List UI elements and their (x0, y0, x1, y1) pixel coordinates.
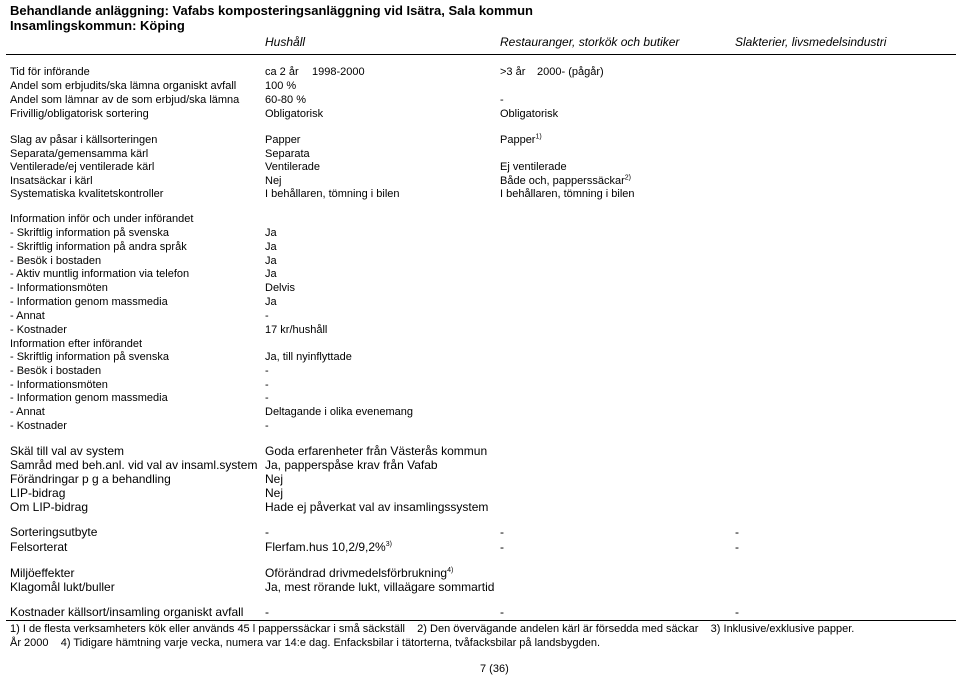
info-label: - Skriftlig information på andra språk (10, 241, 187, 253)
info-label: - Kostnader (10, 324, 67, 336)
row-label: Sorteringsutbyte (10, 525, 98, 539)
info-value: - (265, 392, 269, 404)
info-value: Ja (265, 296, 277, 308)
row-value: - (500, 540, 504, 554)
info-value: Ja (265, 241, 277, 253)
row-value: - (500, 525, 504, 539)
row-value: - (735, 540, 739, 554)
row-label: Andel som lämnar av de som erbjud/ska lämna (10, 94, 240, 106)
row-value: - (500, 605, 504, 619)
row-value: Nej (265, 175, 282, 187)
row-label: Felsorterat (10, 540, 68, 554)
info-label: - Aktiv muntlig information via telefon (10, 268, 190, 280)
info-value: - (265, 365, 269, 377)
column-header-restauranger: Restauranger, storkök och butiker (500, 35, 680, 49)
row-label: Ventilerade/ej ventilerade kärl (10, 161, 155, 173)
column-header-hushall: Hushåll (265, 35, 306, 49)
footnote-marker: 1) (535, 133, 542, 141)
row-value: Obligatorisk (265, 108, 324, 120)
info-label: - Kostnader (10, 420, 67, 432)
row-value: Ja, papperspåse krav från Vafab (265, 458, 438, 472)
document-title: Behandlande anläggning: Vafabs komposteringsanläggning vid Isätra, Sala kommun (10, 3, 533, 18)
row-label: Tid för införande (10, 66, 90, 78)
info-value: Ja (265, 255, 277, 267)
row-value (500, 175, 631, 187)
footnote-marker: 4) (447, 567, 454, 574)
info-label: - Annat (10, 310, 45, 322)
footnote-line: 1) I de flesta verksamheters kök eller används 45 l papperssäckar i små säckställ 2) Den övervägande andelen kärl är försedda med säckar 3) Inklusive/exklusive papper. (10, 623, 855, 635)
row-value: Nej (265, 486, 284, 500)
row-value: Ventilerade (265, 161, 321, 173)
row-label: Frivillig/obligatorisk sortering (10, 108, 149, 120)
info-label: - Besök i bostaden (10, 365, 102, 377)
info-label: - Information genom massmedia (10, 296, 168, 308)
row-value: ca 2 år (265, 66, 299, 78)
row-value: 60-80 % (265, 94, 306, 106)
row-value: 1998-2000 (312, 66, 365, 78)
row-label: Förändringar p g a behandling (10, 472, 171, 486)
row-value: 100 % (265, 80, 297, 92)
row-label: Klagomål lukt/buller (10, 580, 115, 594)
row-value: - (735, 605, 739, 619)
section-heading: Information efter införandet (10, 338, 143, 350)
row-value: Hade ej påverkat val av insamlingssystem (265, 500, 489, 514)
row-value: Separata (265, 148, 310, 160)
footnote-marker: 3) (385, 541, 392, 548)
divider (6, 620, 956, 621)
row-value-text: Både och, papperssäckar (500, 175, 625, 187)
row-value (265, 566, 453, 580)
row-value: Papper (265, 134, 301, 146)
info-label: - Informationsmöten (10, 282, 108, 294)
row-value: 2000- (pågår) (537, 66, 604, 78)
row-label: Andel som erbjudits/ska lämna organiskt avfall (10, 80, 237, 92)
footnote-line: År 2000 4) Tidigare hämtning varje vecka, numera var 14:e dag. Enfacksbilar i tätorterna, tvåfacksbilar på landsbygden. (10, 637, 601, 649)
info-value: - (265, 420, 269, 432)
info-value: Deltagande i olika evenemang (265, 406, 413, 418)
row-value: Nej (265, 472, 284, 486)
row-value: I behållaren, tömning i bilen (500, 188, 635, 200)
info-value: Ja (265, 227, 277, 239)
info-value: Ja (265, 268, 277, 280)
row-value: I behållaren, tömning i bilen (265, 188, 400, 200)
row-value-text: Oförändrad drivmedelsförbrukning (265, 566, 448, 580)
row-value (500, 134, 542, 146)
footnote-marker: 2) (624, 174, 631, 182)
document-subtitle: Insamlingskommun: Köping (10, 18, 185, 33)
row-value: - (265, 525, 269, 539)
page-number: 7 (36) (480, 663, 509, 675)
info-label: - Skriftlig information på svenska (10, 351, 169, 363)
info-label: - Besök i bostaden (10, 255, 102, 267)
row-value: Ja, mest rörande lukt, villaägare sommartid (265, 580, 495, 594)
info-label: - Skriftlig information på svenska (10, 227, 169, 239)
row-value: - (735, 525, 739, 539)
row-label: LIP-bidrag (10, 486, 66, 500)
info-label: - Information genom massmedia (10, 392, 168, 404)
row-label: Slag av påsar i källsorteringen (10, 134, 158, 146)
info-value: 17 kr/hushåll (265, 324, 328, 336)
info-value: Ja, till nyinflyttade (265, 351, 352, 363)
info-label: - Informationsmöten (10, 379, 108, 391)
row-label: Systematiska kvalitetskontroller (10, 188, 164, 200)
row-label: Skäl till val av system (10, 444, 125, 458)
row-value: Goda erfarenheter från Västerås kommun (265, 444, 488, 458)
column-header-slakterier: Slakterier, livsmedelsindustri (735, 35, 887, 49)
row-value: >3 år (500, 66, 526, 78)
info-value: - (265, 379, 269, 391)
row-value: - (500, 94, 504, 106)
info-value: Delvis (265, 282, 295, 294)
row-label: Samråd med beh.anl. vid val av insaml.system (10, 458, 258, 472)
row-label: Om LIP-bidrag (10, 500, 89, 514)
row-value: Ej ventilerade (500, 161, 567, 173)
info-value: - (265, 310, 269, 322)
section-heading: Information inför och under införandet (10, 213, 194, 225)
row-label: Kostnader källsort/insamling organiskt avfall (10, 605, 244, 619)
row-value: - (265, 605, 269, 619)
row-value-text: Papper (500, 134, 536, 146)
row-label: Insatsäckar i kärl (10, 175, 93, 187)
row-label: Miljöeffekter (10, 566, 75, 580)
divider (6, 54, 956, 55)
row-value: Obligatorisk (500, 108, 559, 120)
row-label: Separata/gemensamma kärl (10, 148, 149, 160)
row-value-text: Flerfam.hus 10,2/9,2% (265, 540, 386, 554)
info-label: - Annat (10, 406, 45, 418)
row-value (265, 540, 392, 554)
